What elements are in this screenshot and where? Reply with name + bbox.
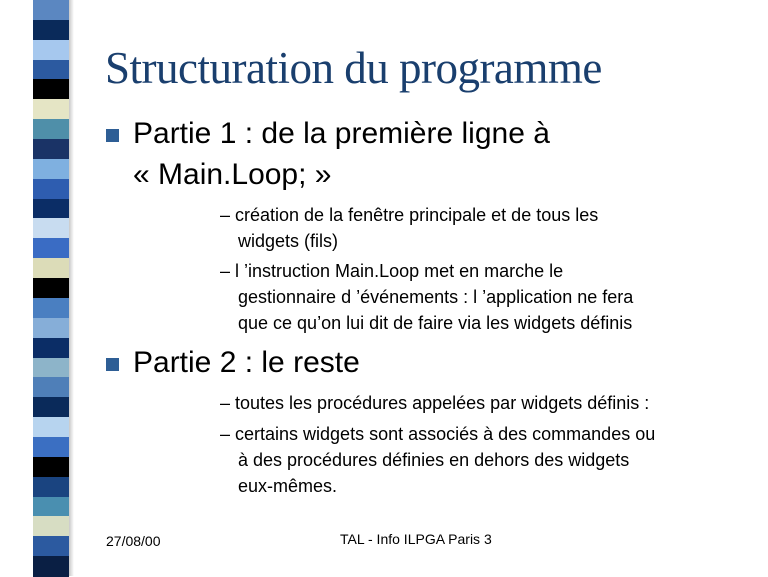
strip-block xyxy=(33,516,69,536)
decorative-color-strip xyxy=(33,0,69,576)
strip-block xyxy=(33,119,69,139)
strip-block xyxy=(33,139,69,159)
section-1-sub-line-1: – création de la fenêtre principale et de tous les xyxy=(220,205,599,225)
strip-block xyxy=(33,417,69,437)
strip-block xyxy=(33,318,69,338)
strip-block xyxy=(33,278,69,298)
section-2-sub-line-1: – toutes les procédures appelées par widgets définis : xyxy=(220,393,650,413)
strip-block xyxy=(33,238,69,258)
bullet-square-icon xyxy=(106,129,119,142)
strip-shadow xyxy=(69,0,74,576)
strip-block xyxy=(33,477,69,497)
strip-block xyxy=(33,0,69,20)
strip-block xyxy=(33,298,69,318)
section-2-sub-line-3: à des procédures définies en dehors des widgets xyxy=(238,450,630,470)
strip-block xyxy=(33,457,69,477)
strip-block xyxy=(33,377,69,397)
section-1-sub-line-5: que ce qu’on lui dit de faire via les widgets définis xyxy=(238,313,633,333)
strip-block xyxy=(33,218,69,238)
strip-block xyxy=(33,40,69,60)
section-1-sub-line-3: – l ’instruction Main.Loop met en marche le xyxy=(220,261,564,281)
strip-block xyxy=(33,79,69,99)
strip-block xyxy=(33,20,69,40)
strip-block xyxy=(33,338,69,358)
section-2-sub-line-4: eux-mêmes. xyxy=(238,476,338,496)
strip-block xyxy=(33,258,69,278)
section-1-sub-line-2: widgets (fils) xyxy=(238,231,339,251)
strip-block xyxy=(33,397,69,417)
strip-block xyxy=(33,159,69,179)
section-2-sub-line-2: – certains widgets sont associés à des commandes ou xyxy=(220,424,656,444)
strip-block xyxy=(33,60,69,80)
section-1-heading-line-1: Partie 1 : de la première ligne à xyxy=(133,117,550,150)
strip-block xyxy=(33,437,69,457)
slide-title: Structuration du programme xyxy=(105,43,602,93)
strip-block xyxy=(33,358,69,378)
section-1-heading-line-2: « Main.Loop; » xyxy=(133,158,332,191)
strip-block xyxy=(33,536,69,556)
footer-center-text: TAL - Info ILPGA Paris 3 xyxy=(340,531,492,547)
section-1-sub-line-4: gestionnaire d ’événements : l ’application ne fera xyxy=(238,287,634,307)
strip-block xyxy=(33,199,69,219)
strip-block xyxy=(33,556,69,576)
strip-block xyxy=(33,99,69,119)
strip-block xyxy=(33,179,69,199)
strip-block xyxy=(33,497,69,517)
bullet-square-icon xyxy=(106,358,119,371)
footer-date: 27/08/00 xyxy=(106,533,161,549)
section-2-heading: Partie 2 : le reste xyxy=(133,346,360,379)
